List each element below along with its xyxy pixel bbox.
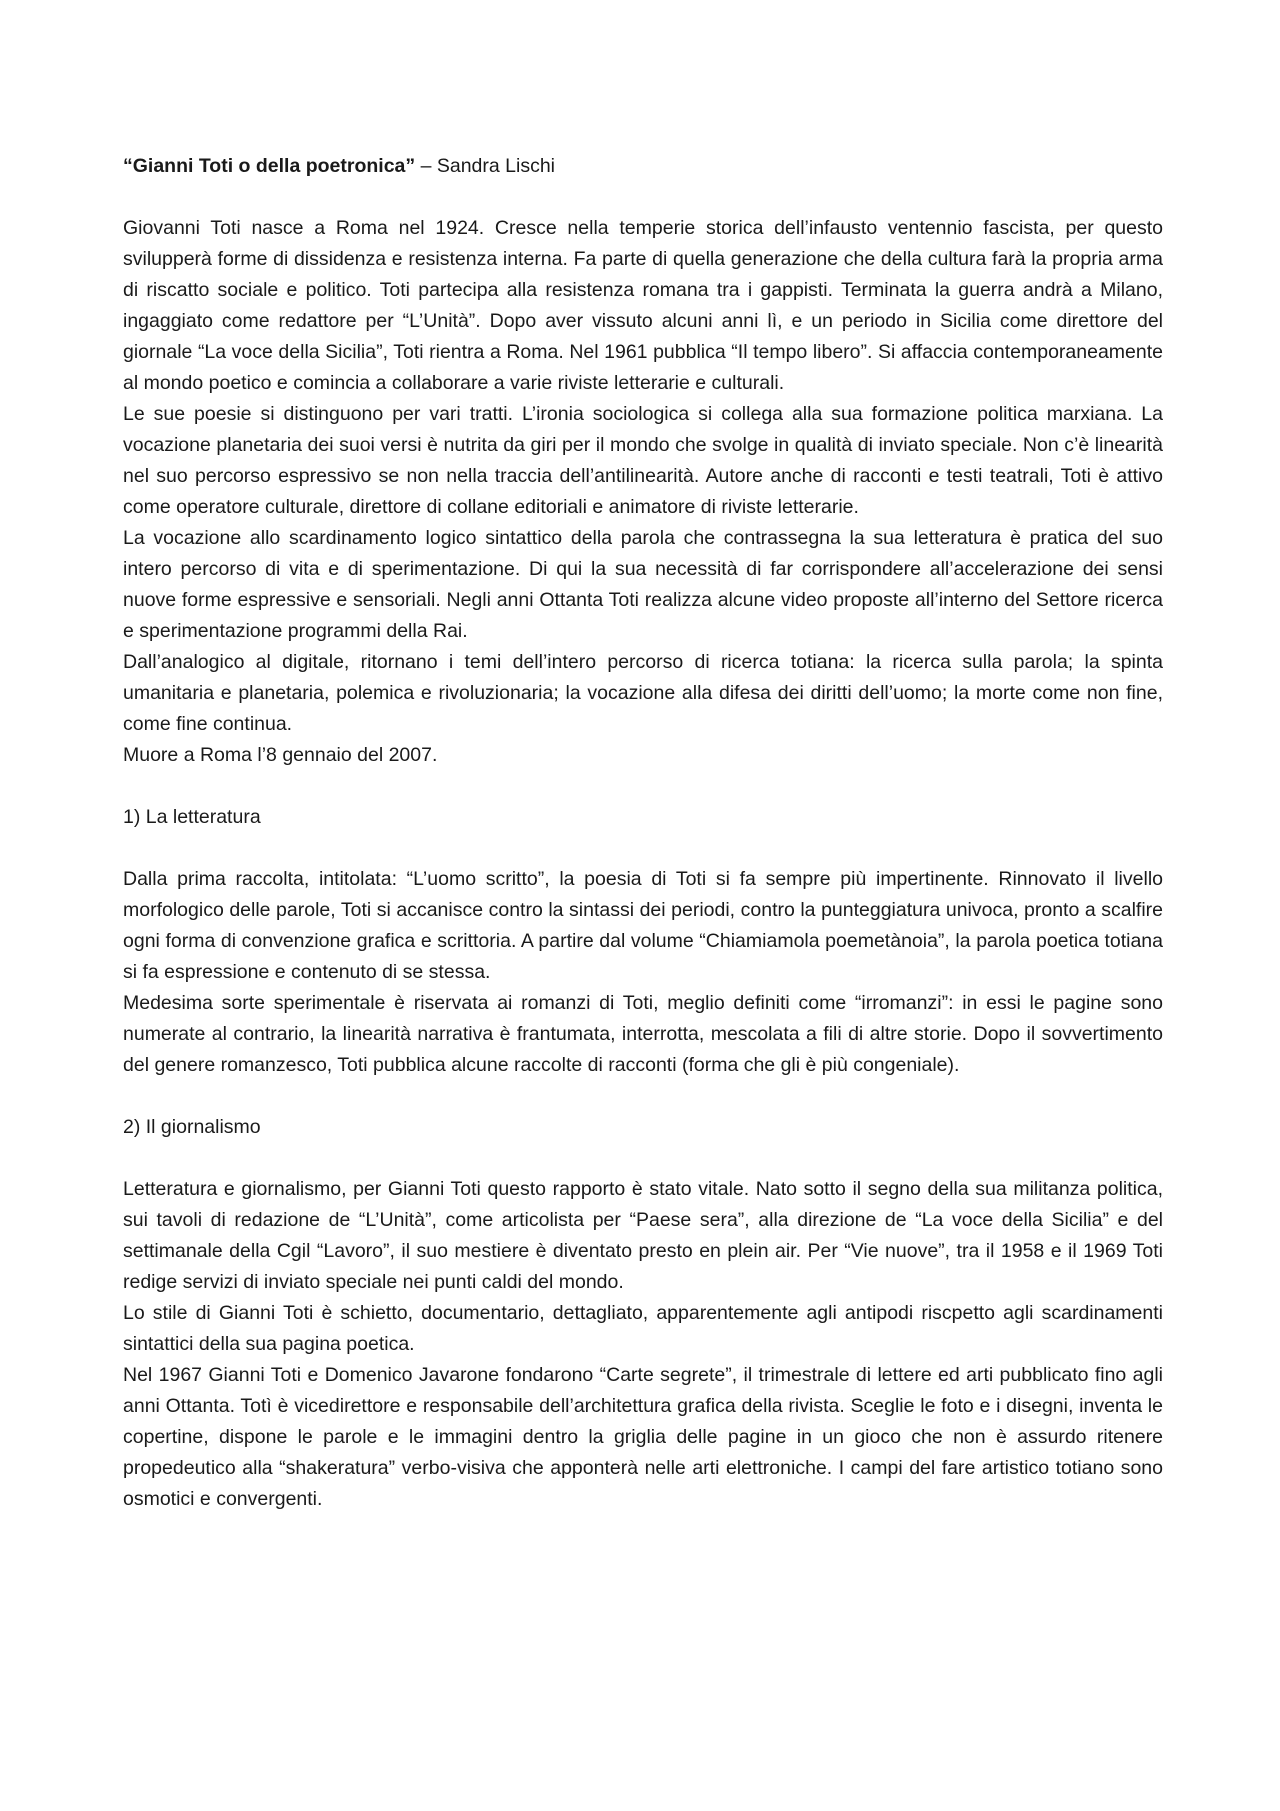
intro-paragraph: Dall’analogico al digitale, ritornano i temi dell’intero percorso di ricerca totiana: la ricerca sulla parola; la spinta umanitaria e planetaria, polemica e rivoluzionaria; la vocazione alla difesa dei diritti dell’uomo; la morte come non fine, come fine continua. xyxy=(123,651,1163,735)
title-bold: “Gianni Toti o della poetronica” xyxy=(123,155,416,177)
spacer xyxy=(123,771,1163,802)
spacer xyxy=(123,833,1163,864)
section-heading-literature: 1) La letteratura xyxy=(123,806,261,828)
intro-paragraph: La vocazione allo scardinamento logico sintattico della parola che contrassegna la sua letteratura è pratica del suo intero percorso di vita e di sperimentazione. Di qui la sua necessità di far corrispondere all’accelerazione dei sensi nuove forme espressive e sensoriali. Negli anni Ottanta Toti realizza alcune video proposte all’interno del Settore ricerca e sperimentazione programmi della Rai. xyxy=(123,527,1163,642)
intro-paragraph: Muore a Roma l’8 gennaio del 2007. xyxy=(123,744,438,766)
section-paragraph: Lo stile di Gianni Toti è schietto, documentario, dettagliato, apparentemente agli antipodi riscpetto agli scardinamenti sintattici della sua pagina poetica. xyxy=(123,1302,1163,1355)
spacer xyxy=(123,182,1163,213)
intro-paragraph: Giovanni Toti nasce a Roma nel 1924. Cresce nella temperie storica dell’infausto ventennio fascista, per questo svilupperà forme di dissidenza e resistenza interna. Fa parte di quella generazione che della cultura farà la propria arma di riscatto sociale e politico. Toti partecipa alla resistenza romana tra i gappisti. Terminata la guerra andrà a Milano, ingaggiato come redattore per “L’Unità”. Dopo aver vissuto alcuni anni lì, e un periodo in Sicilia come direttore del giornale “La voce della Sicilia”, Toti rientra a Roma. Nel 1961 pubblica “Il tempo libero”. Si affaccia contemporaneamente al mondo poetico e comincia a collaborare a varie riviste letterarie e culturali. xyxy=(123,217,1163,394)
section-paragraph: Dalla prima raccolta, intitolata: “L’uomo scritto”, la poesia di Toti si fa sempre più impertinente. Rinnovato il livello morfologico delle parole, Toti si accanisce contro la sintassi dei periodi, contro la punteggiatura univoca, pronto a scalfire ogni forma di convenzione grafica e scrittoria. A partire dal volume “Chiamiamola poemetànoia”, la parola poetica totiana si fa espressione e contenuto di se stessa. xyxy=(123,868,1163,983)
title-author: – Sandra Lischi xyxy=(415,155,556,177)
spacer xyxy=(123,1143,1163,1174)
section-paragraph: Nel 1967 Gianni Toti e Domenico Javarone fondarono “Carte segrete”, il trimestrale di lettere ed arti pubblicato fino agli anni Ottanta. Totì è vicedirettore e responsabile dell’architettura grafica della rivista. Sceglie le foto e i disegni, inventa le copertine, dispone le parole e le immagini dentro la griglia delle pagine in un gioco che non è assurdo ritenere propedeutico alla “shakeratura” verbo-visiva che apponterà nelle arti elettroniche. I campi del fare artistico totiano sono osmotici e convergenti. xyxy=(123,1364,1163,1510)
document-body xyxy=(123,151,1163,1515)
section-paragraph: Medesima sorte sperimentale è riservata ai romanzi di Toti, meglio definiti come “irromanzi”: in essi le pagine sono numerate al contrario, la linearità narrativa è frantumata, interrotta, mescolata a fili di altre storie. Dopo il sovvertimento del genere romanzesco, Toti pubblica alcune raccolte di racconti (forma che gli è più congeniale). xyxy=(123,992,1163,1076)
spacer xyxy=(123,1081,1163,1112)
intro-paragraph: Le sue poesie si distinguono per vari tratti. L’ironia sociologica si collega alla sua formazione politica marxiana. La vocazione planetaria dei suoi versi è nutrita da giri per il mondo che svolge in qualità di inviato speciale. Non c’è linearità nel suo percorso espressivo se non nella traccia dell’antilinearità. Autore anche di racconti e testi teatrali, Toti è attivo come operatore culturale, direttore di collane editoriali e animatore di riviste letterarie. xyxy=(123,403,1163,518)
document-title xyxy=(123,151,1163,182)
section-heading-journalism: 2) Il giornalismo xyxy=(123,1116,261,1138)
section-paragraph: Letteratura e giornalismo, per Gianni Toti questo rapporto è stato vitale. Nato sotto il segno della sua militanza politica, sui tavoli di redazione de “L’Unità”, come articolista per “Paese sera”, alla direzione de “La voce della Sicilia” e del settimanale della Cgil “Lavoro”, il suo mestiere è diventato presto en plein air. Per “Vie nuove”, tra il 1958 e il 1969 Toti redige servizi di inviato speciale nei punti caldi del mondo. xyxy=(123,1178,1163,1293)
